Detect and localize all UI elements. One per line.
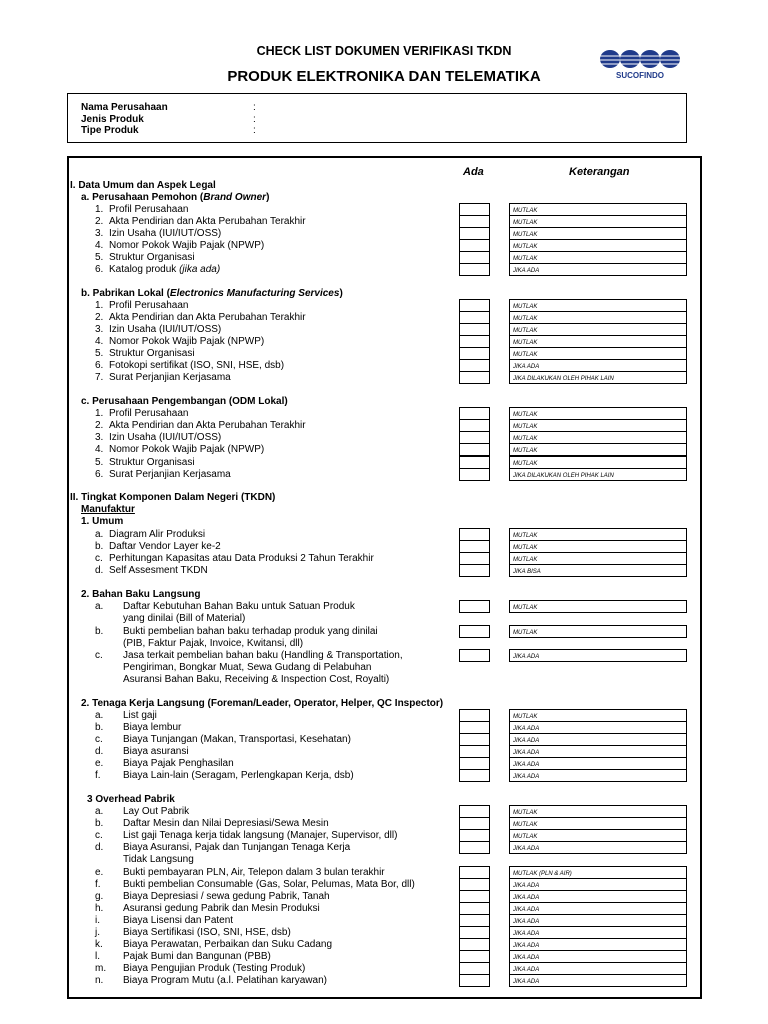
item-number: 5.: [95, 252, 104, 263]
keterangan-cell: MUTLAK: [509, 552, 687, 565]
keterangan-cell: JIKA ADA: [509, 914, 687, 927]
item-text: Profil Perusahaan: [109, 204, 189, 215]
item-text: Biaya Tunjangan (Makan, Transportasi, Kesehatan): [123, 734, 351, 745]
logo-wordmark: SUCOFINDO: [616, 71, 664, 80]
item-number: d.: [95, 746, 104, 757]
item-text: Biaya Perawatan, Perbaikan dan Suku Cadang: [123, 939, 333, 950]
item-number: m.: [95, 963, 107, 974]
item-number: 3.: [95, 324, 104, 335]
item-number: j.: [95, 927, 100, 938]
keterangan-cell: JIKA ADA: [509, 902, 687, 915]
item-number: 4.: [95, 444, 104, 455]
keterangan-cell: JIKA ADA: [509, 841, 687, 854]
item-text: Daftar Vendor Layer ke-2: [109, 541, 221, 552]
keterangan-cell: JIKA ADA: [509, 263, 687, 276]
ada-checkbox[interactable]: [459, 564, 490, 577]
item-number: a.: [95, 529, 104, 540]
ada-checkbox[interactable]: [459, 468, 490, 481]
bahan-baku-title: 2. Bahan Baku Langsung: [81, 589, 201, 600]
item-text: Biaya Depresiasi / sewa gedung Pabrik, Tanah: [123, 891, 330, 902]
ada-checkbox[interactable]: [459, 769, 490, 782]
item-text: Pajak Bumi dan Bangunan (PBB): [123, 951, 271, 962]
tipe-produk-colon: :: [253, 125, 256, 136]
item-text: Daftar Kebutuhan Bahan Baku untuk Satuan Produk: [123, 601, 355, 612]
item-number: 6.: [95, 264, 104, 275]
item-number: c.: [95, 830, 103, 841]
item-number: 2.: [95, 216, 104, 227]
keterangan-cell: JIKA ADA: [509, 359, 687, 372]
keterangan-cell: MUTLAK: [509, 600, 687, 613]
item-text: Izin Usaha (IUI/IUT/OSS): [109, 228, 222, 239]
keterangan-cell: JIKA ADA: [509, 733, 687, 746]
item-text: Bukti pembayaran PLN, Air, Telepon dalam 3 bulan terakhir: [123, 867, 385, 878]
keterangan-cell: MUTLAK: [509, 227, 687, 240]
item-text: Surat Perjanjian Kerjasama: [109, 469, 231, 480]
sucofindo-logo: [597, 48, 683, 80]
item-number: 1.: [95, 204, 104, 215]
item-number: c.: [95, 734, 103, 745]
keterangan-cell: MUTLAK: [509, 829, 687, 842]
keterangan-cell: MUTLAK: [509, 335, 687, 348]
keterangan-cell: MUTLAK: [509, 431, 687, 444]
ada-checkbox[interactable]: [459, 263, 490, 276]
nama-perusahaan-colon: :: [253, 102, 256, 113]
keterangan-cell: MUTLAK (PLN & AIR): [509, 866, 687, 879]
item-number: a.: [95, 601, 104, 612]
item-number: 3.: [95, 432, 104, 443]
item-text: Daftar Mesin dan Nilai Depresiasi/Sewa Mesin: [123, 818, 329, 829]
keterangan-cell: JIKA ADA: [509, 962, 687, 975]
keterangan-cell: JIKA DILAKUKAN OLEH PIHAK LAIN: [509, 371, 687, 384]
item-text: Struktur Organisasi: [109, 252, 195, 263]
item-text: Struktur Organisasi: [109, 457, 195, 468]
item-number: h.: [95, 903, 104, 914]
item-text: List gaji: [123, 710, 157, 721]
doc-title: CHECK LIST DOKUMEN VERIFIKASI TKDN: [256, 44, 512, 58]
item-number: e.: [95, 758, 104, 769]
item-number: 4.: [95, 336, 104, 347]
item-text: Izin Usaha (IUI/IUT/OSS): [109, 432, 222, 443]
item-number: l.: [95, 951, 100, 962]
keterangan-cell: MUTLAK: [509, 407, 687, 420]
item-text: Profil Perusahaan: [109, 300, 189, 311]
item-text: Biaya Pajak Penghasilan: [123, 758, 234, 769]
item-number: 5.: [95, 457, 104, 468]
ada-checkbox[interactable]: [459, 625, 490, 638]
ada-checkbox[interactable]: [459, 443, 490, 456]
keterangan-cell: MUTLAK: [509, 347, 687, 360]
ada-checkbox[interactable]: [459, 841, 490, 854]
item-text: Bukti pembelian Consumable (Gas, Solar, Pelumas, Mata Bor, dll): [123, 879, 415, 890]
keterangan-cell: MUTLAK: [509, 215, 687, 228]
item-text: Biaya Lisensi dan Patent: [123, 915, 234, 926]
item-text: Fotokopi sertifikat (ISO, SNI, HSE, dsb): [109, 360, 285, 371]
keterangan-cell: JIKA ADA: [509, 721, 687, 734]
company-info-box: [67, 93, 687, 143]
col-header-keterangan: Keterangan: [569, 166, 630, 178]
item-text: Tidak Langsung: [123, 854, 194, 865]
item-number: 5.: [95, 348, 104, 359]
item-number: k.: [95, 939, 103, 950]
item-number: d.: [95, 842, 104, 853]
item-text: Biaya Pengujian Produk (Testing Produk): [123, 963, 306, 974]
section-1c-title: c. Perusahaan Pengembangan (ODM Lokal): [81, 396, 288, 407]
keterangan-cell: MUTLAK: [509, 443, 687, 456]
keterangan-cell: JIKA ADA: [509, 745, 687, 758]
item-text: Jasa terkait pembelian bahan baku (Handling & Transportation,: [123, 650, 403, 661]
item-text: Asuransi Bahan Baku, Receiving & Inspection Cost, Royalti): [123, 674, 390, 685]
item-text: Surat Perjanjian Kerjasama: [109, 372, 231, 383]
keterangan-cell: JIKA ADA: [509, 926, 687, 939]
item-number: 4.: [95, 240, 104, 251]
section-1a-title: a. Perusahaan Pemohon (Brand Owner): [81, 192, 270, 203]
item-text: Lay Out Pabrik: [123, 806, 190, 817]
doc-subtitle: PRODUK ELEKTRONIKA DAN TELEMATIKA: [227, 68, 541, 85]
item-text: Biaya Lain-lain (Seragam, Perlengkapan Kerja, dsb): [123, 770, 354, 781]
item-number: a.: [95, 710, 104, 721]
item-text: Biaya Asuransi, Pajak dan Tunjangan Tenaga Kerja: [123, 842, 351, 853]
nama-perusahaan-label: Nama Perusahaan: [81, 102, 168, 113]
item-number: g.: [95, 891, 104, 902]
item-text: Struktur Organisasi: [109, 348, 195, 359]
keterangan-cell: MUTLAK: [509, 251, 687, 264]
item-number: i.: [95, 915, 100, 926]
keterangan-cell: JIKA ADA: [509, 938, 687, 951]
item-number: b.: [95, 818, 104, 829]
tenaga-kerja-title: 2. Tenaga Kerja Langsung (Foreman/Leader, Operator, Helper, QC Inspector): [81, 698, 444, 709]
keterangan-cell: JIKA BISA: [509, 564, 687, 577]
keterangan-cell: MUTLAK: [509, 239, 687, 252]
item-text: Akta Pendirian dan Akta Perubahan Terakhir: [109, 216, 306, 227]
item-number: c.: [95, 650, 103, 661]
item-text: Biaya Sertifikasi (ISO, SNI, HSE, dsb): [123, 927, 291, 938]
keterangan-cell: MUTLAK: [509, 456, 687, 469]
ada-checkbox[interactable]: [459, 974, 490, 987]
section-1b-title: b. Pabrikan Lokal (Electronics Manufacturing Services): [81, 288, 343, 299]
item-text: Self Assesment TKDN: [109, 565, 208, 576]
col-header-ada: Ada: [463, 166, 484, 178]
item-text: Katalog produk (jika ada): [109, 264, 221, 275]
jenis-produk-colon: :: [253, 114, 256, 125]
item-number: a.: [95, 806, 104, 817]
item-number: 6.: [95, 360, 104, 371]
keterangan-cell: JIKA ADA: [509, 974, 687, 987]
keterangan-cell: MUTLAK: [509, 323, 687, 336]
jenis-produk-label: Jenis Produk: [81, 114, 144, 125]
ada-checkbox[interactable]: [459, 649, 490, 662]
keterangan-cell: MUTLAK: [509, 625, 687, 638]
item-text: Perhitungan Kapasitas atau Data Produksi 2 Tahun Terakhir: [109, 553, 374, 564]
item-number: 2.: [95, 420, 104, 431]
item-text: Biaya asuransi: [123, 746, 189, 757]
keterangan-cell: JIKA ADA: [509, 649, 687, 662]
item-text: List gaji Tenaga kerja tidak langsung (Manajer, Supervisor, dll): [123, 830, 398, 841]
item-number: e.: [95, 867, 104, 878]
keterangan-cell: MUTLAK: [509, 709, 687, 722]
item-text: Biaya Program Mutu (a.l. Pelatihan karyawan): [123, 975, 327, 986]
item-text: Izin Usaha (IUI/IUT/OSS): [109, 324, 222, 335]
item-number: f.: [95, 770, 101, 781]
item-number: d.: [95, 565, 104, 576]
ada-checkbox[interactable]: [459, 371, 490, 384]
keterangan-cell: JIKA ADA: [509, 878, 687, 891]
overhead-title: 3 Overhead Pabrik: [87, 794, 175, 805]
item-text: Nomor Pokok Wajib Pajak (NPWP): [109, 444, 265, 455]
item-text: Profil Perusahaan: [109, 408, 189, 419]
item-number: b.: [95, 722, 104, 733]
keterangan-cell: JIKA ADA: [509, 890, 687, 903]
keterangan-cell: MUTLAK: [509, 419, 687, 432]
item-text: Nomor Pokok Wajib Pajak (NPWP): [109, 240, 265, 251]
item-number: 1.: [95, 408, 104, 419]
umum-title: 1. Umum: [81, 516, 124, 527]
item-number: 2.: [95, 312, 104, 323]
manufaktur-heading: Manufaktur: [81, 504, 135, 515]
keterangan-cell: MUTLAK: [509, 805, 687, 818]
item-text: Bukti pembelian bahan baku terhadap produk yang dinilai: [123, 626, 378, 637]
ada-checkbox[interactable]: [459, 600, 490, 613]
keterangan-cell: MUTLAK: [509, 528, 687, 541]
item-number: 6.: [95, 469, 104, 480]
item-number: b.: [95, 541, 104, 552]
keterangan-cell: MUTLAK: [509, 311, 687, 324]
item-number: c.: [95, 553, 103, 564]
item-number: f.: [95, 879, 101, 890]
item-number: 3.: [95, 228, 104, 239]
item-text: Nomor Pokok Wajib Pajak (NPWP): [109, 336, 265, 347]
keterangan-cell: JIKA ADA: [509, 950, 687, 963]
item-text: Asuransi gedung Pabrik dan Mesin Produksi: [123, 903, 320, 914]
item-text: Pengiriman, Bongkar Muat, Sewa Gudang di Pelabuhan: [123, 662, 372, 673]
item-text: Akta Pendirian dan Akta Perubahan Terakhir: [109, 312, 306, 323]
section-1-title: I. Data Umum dan Aspek Legal: [70, 180, 216, 191]
item-number: 7.: [95, 372, 104, 383]
keterangan-cell: MUTLAK: [509, 203, 687, 216]
section-2-title: II. Tingkat Komponen Dalam Negeri (TKDN): [70, 492, 276, 503]
item-number: n.: [95, 975, 104, 986]
keterangan-cell: MUTLAK: [509, 299, 687, 312]
item-text: Diagram Alir Produksi: [109, 529, 206, 540]
item-text: Akta Pendirian dan Akta Perubahan Terakhir: [109, 420, 306, 431]
item-number: 1.: [95, 300, 104, 311]
keterangan-cell: JIKA ADA: [509, 757, 687, 770]
keterangan-cell: JIKA ADA: [509, 769, 687, 782]
keterangan-cell: JIKA DILAKUKAN OLEH PIHAK LAIN: [509, 468, 687, 481]
keterangan-cell: MUTLAK: [509, 540, 687, 553]
item-text: Biaya lembur: [123, 722, 182, 733]
item-text: (PIB, Faktur Pajak, Invoice, Kwitansi, dll): [123, 638, 304, 649]
item-text: yang dinilai (Bill of Material): [123, 613, 246, 624]
keterangan-cell: MUTLAK: [509, 817, 687, 830]
tipe-produk-label: Tipe Produk: [81, 125, 139, 136]
item-number: b.: [95, 626, 104, 637]
